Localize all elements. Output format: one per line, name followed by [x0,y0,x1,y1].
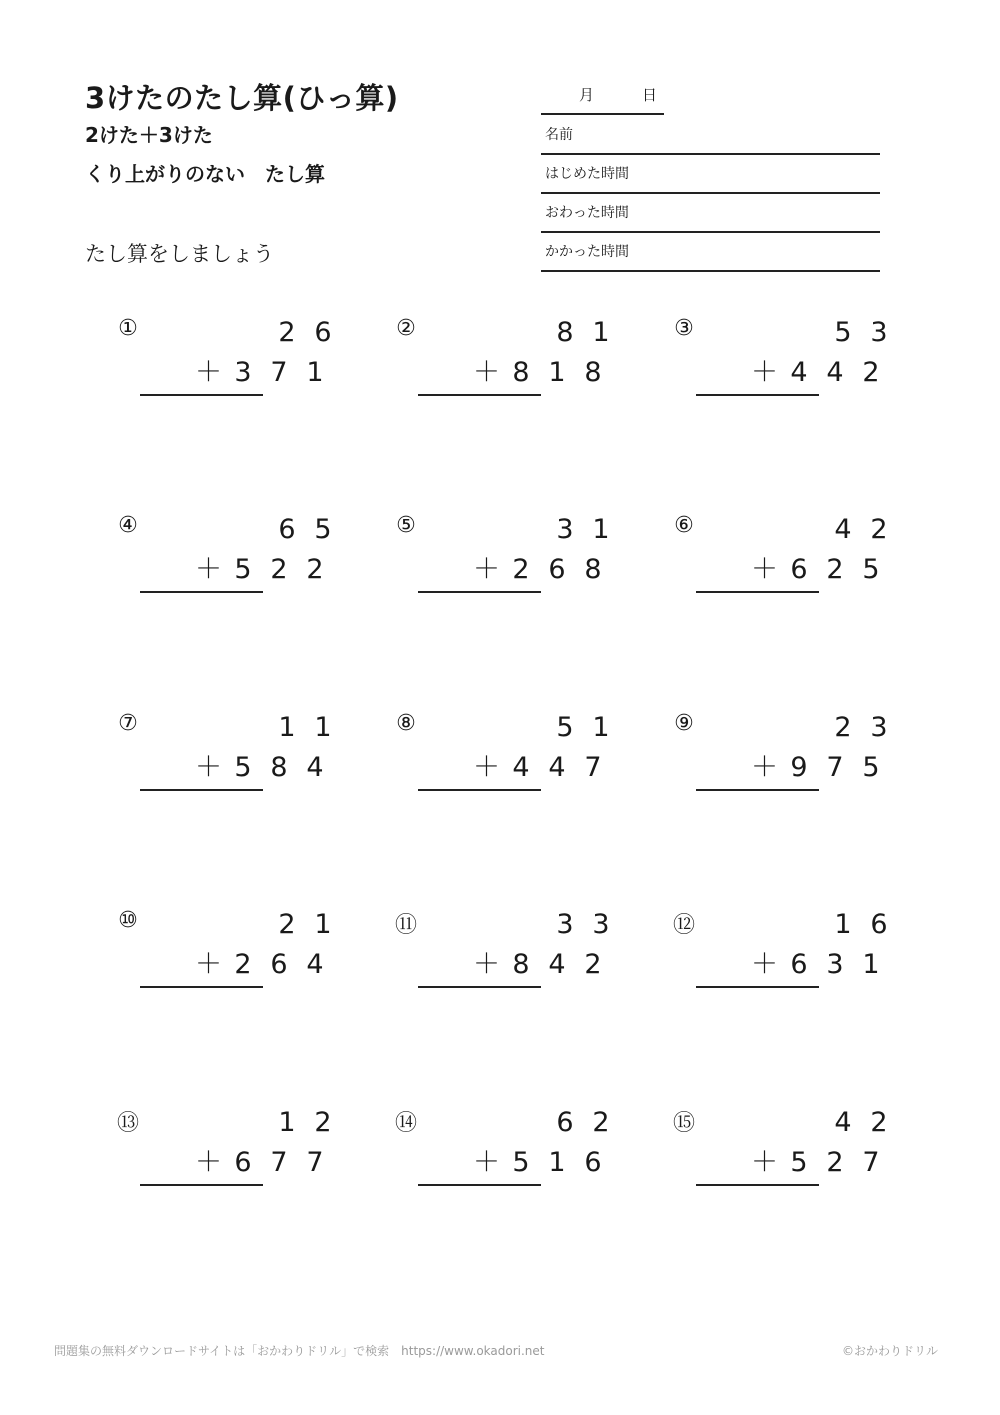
answer-line [418,986,541,988]
digit: 2 [862,357,880,388]
digit: 2 [270,554,288,585]
answer-line [696,394,819,396]
digit: 2 [512,554,530,585]
answer-line [418,1184,541,1186]
digit: 5 [314,514,332,545]
addend-top [789,513,899,547]
digit: 4 [306,752,324,783]
problem-3 [669,316,899,406]
problem-2 [391,316,621,406]
addend-bottom [749,356,899,390]
problem-number: ② [396,316,416,341]
digit: 5 [862,554,880,585]
plus-sign: ＋ [195,1147,222,1178]
plus-sign: ＋ [195,554,222,585]
digit: 8 [512,357,530,388]
addend-bottom [471,553,621,587]
digit: 2 [870,514,888,545]
problem-number: ⑪ [394,913,417,938]
digit: 7 [270,357,288,388]
digit: 1 [278,712,296,743]
problem-5 [391,513,621,603]
addend-top [233,513,343,547]
digit: 2 [870,1107,888,1138]
digit: 3 [826,949,844,980]
problem-4 [113,513,343,603]
addend-top [233,711,343,745]
plus-sign: ＋ [473,357,500,388]
problem-number: ⑦ [118,711,138,736]
plus-sign: ＋ [751,1147,778,1178]
problem-number: ⑩ [118,908,138,933]
digit: 1 [314,909,332,940]
problem-10 [113,908,343,998]
digit: 6 [278,514,296,545]
addend-top [511,513,621,547]
problem-12 [669,908,899,998]
digit: 8 [556,317,574,348]
digit: 2 [826,554,844,585]
problem-number: ⑭ [394,1111,417,1136]
addend-bottom [193,751,343,785]
digit: 8 [270,752,288,783]
footer-copyright: ©おかわりドリル [841,1344,938,1358]
addend-bottom [193,1146,343,1180]
addend-bottom [749,1146,899,1180]
addend-bottom [749,553,899,587]
addend-bottom [749,948,899,982]
end-time-label: おわった時間 [545,205,629,221]
digit: 6 [234,1147,252,1178]
digit: 8 [584,554,602,585]
digit: 4 [306,949,324,980]
problem-number: ⑤ [396,513,416,538]
elapsed-time-label: かかった時間 [545,244,629,260]
start-time-field[interactable] [541,155,880,194]
addend-bottom [193,553,343,587]
digit: 4 [834,514,852,545]
problem-11 [391,908,621,998]
addend-top [789,316,899,350]
instruction-text: たし算をしましょう [85,242,274,266]
problem-number: ④ [118,513,138,538]
digit: 6 [556,1107,574,1138]
plus-sign: ＋ [751,554,778,585]
problem-13 [113,1106,343,1196]
addend-top [233,316,343,350]
elapsed-time-field[interactable] [541,233,880,272]
worksheet-title: 3けたのたし算(ひっ算) [85,81,399,115]
digit: 7 [826,752,844,783]
digit: 6 [870,909,888,940]
problem-8 [391,711,621,801]
answer-line [696,1184,819,1186]
addend-bottom [193,356,343,390]
digit: 1 [548,1147,566,1178]
plus-sign: ＋ [473,554,500,585]
answer-line [696,789,819,791]
digit: 2 [306,554,324,585]
digit: 1 [592,514,610,545]
digit: 1 [592,712,610,743]
plus-sign: ＋ [473,949,500,980]
digit: 5 [512,1147,530,1178]
digit: 5 [234,752,252,783]
addend-bottom [471,356,621,390]
addend-top [511,1106,621,1140]
problem-number: ⑬ [116,1111,139,1136]
digit: 1 [592,317,610,348]
addend-bottom [193,948,343,982]
date-field[interactable] [541,80,664,115]
worksheet-subtitle-type: くり上がりのない たし算 [85,162,325,186]
answer-line [696,591,819,593]
plus-sign: ＋ [195,752,222,783]
answer-line [140,591,263,593]
digit: 2 [584,949,602,980]
plus-sign: ＋ [751,752,778,783]
digit: 6 [584,1147,602,1178]
addend-top [233,908,343,942]
digit: 5 [556,712,574,743]
problem-number: ⑫ [672,913,695,938]
digit: 6 [790,949,808,980]
digit: 1 [834,909,852,940]
digit: 3 [870,712,888,743]
problem-7 [113,711,343,801]
digit: 1 [314,712,332,743]
plus-sign: ＋ [195,949,222,980]
digit: 5 [790,1147,808,1178]
digit: 1 [862,949,880,980]
problem-15 [669,1106,899,1196]
problem-number: ③ [674,316,694,341]
digit: 2 [826,1147,844,1178]
digit: 2 [278,317,296,348]
answer-line [418,591,541,593]
digit: 3 [556,514,574,545]
digit: 2 [278,909,296,940]
addend-bottom [471,751,621,785]
plus-sign: ＋ [195,357,222,388]
digit: 7 [270,1147,288,1178]
plus-sign: ＋ [751,949,778,980]
digit: 3 [234,357,252,388]
answer-line [696,986,819,988]
digit: 2 [234,949,252,980]
digit: 4 [826,357,844,388]
digit: 7 [584,752,602,783]
digit: 4 [790,357,808,388]
answer-line [418,789,541,791]
addend-bottom [749,751,899,785]
digit: 3 [870,317,888,348]
plus-sign: ＋ [751,357,778,388]
footer-download-note: 問題集の無料ダウンロードサイトは「おかわりドリル」で検索 https://www.okadori.net [54,1344,545,1358]
problem-14 [391,1106,621,1196]
digit: 5 [862,752,880,783]
answer-line [418,394,541,396]
addend-top [511,711,621,745]
addend-top [789,711,899,745]
digit: 5 [834,317,852,348]
problem-number: ⑥ [674,513,694,538]
problem-number: ① [118,316,138,341]
digit: 8 [512,949,530,980]
month-label: 月 [579,86,595,104]
digit: 1 [278,1107,296,1138]
digit: 9 [790,752,808,783]
problem-number: ⑨ [674,711,694,736]
end-time-field[interactable] [541,194,880,233]
digit: 4 [548,752,566,783]
digit: 6 [314,317,332,348]
digit: 4 [548,949,566,980]
start-time-label: はじめた時間 [545,166,629,182]
plus-sign: ＋ [473,752,500,783]
problem-9 [669,711,899,801]
problem-1 [113,316,343,406]
digit: 6 [270,949,288,980]
problem-number: ⑧ [396,711,416,736]
digit: 2 [314,1107,332,1138]
addend-top [511,316,621,350]
digit: 1 [548,357,566,388]
digit: 7 [862,1147,880,1178]
addend-bottom [471,948,621,982]
answer-line [140,1184,263,1186]
answer-line [140,986,263,988]
digit: 3 [592,909,610,940]
digit: 4 [512,752,530,783]
addend-top [511,908,621,942]
problem-6 [669,513,899,603]
answer-line [140,394,263,396]
addend-top [233,1106,343,1140]
addend-top [789,1106,899,1140]
day-label: 日 [642,86,658,104]
addend-top [789,908,899,942]
problem-number: ⑮ [672,1111,695,1136]
digit: 2 [592,1107,610,1138]
addend-bottom [471,1146,621,1180]
worksheet-subtitle-digits: 2けた＋3けた [85,123,213,147]
digit: 4 [834,1107,852,1138]
digit: 3 [556,909,574,940]
plus-sign: ＋ [473,1147,500,1178]
digit: 2 [834,712,852,743]
digit: 7 [306,1147,324,1178]
name-label: 名前 [545,127,573,143]
name-field[interactable] [541,116,880,155]
digit: 8 [584,357,602,388]
digit: 6 [790,554,808,585]
digit: 1 [306,357,324,388]
answer-line [140,789,263,791]
digit: 5 [234,554,252,585]
digit: 6 [548,554,566,585]
